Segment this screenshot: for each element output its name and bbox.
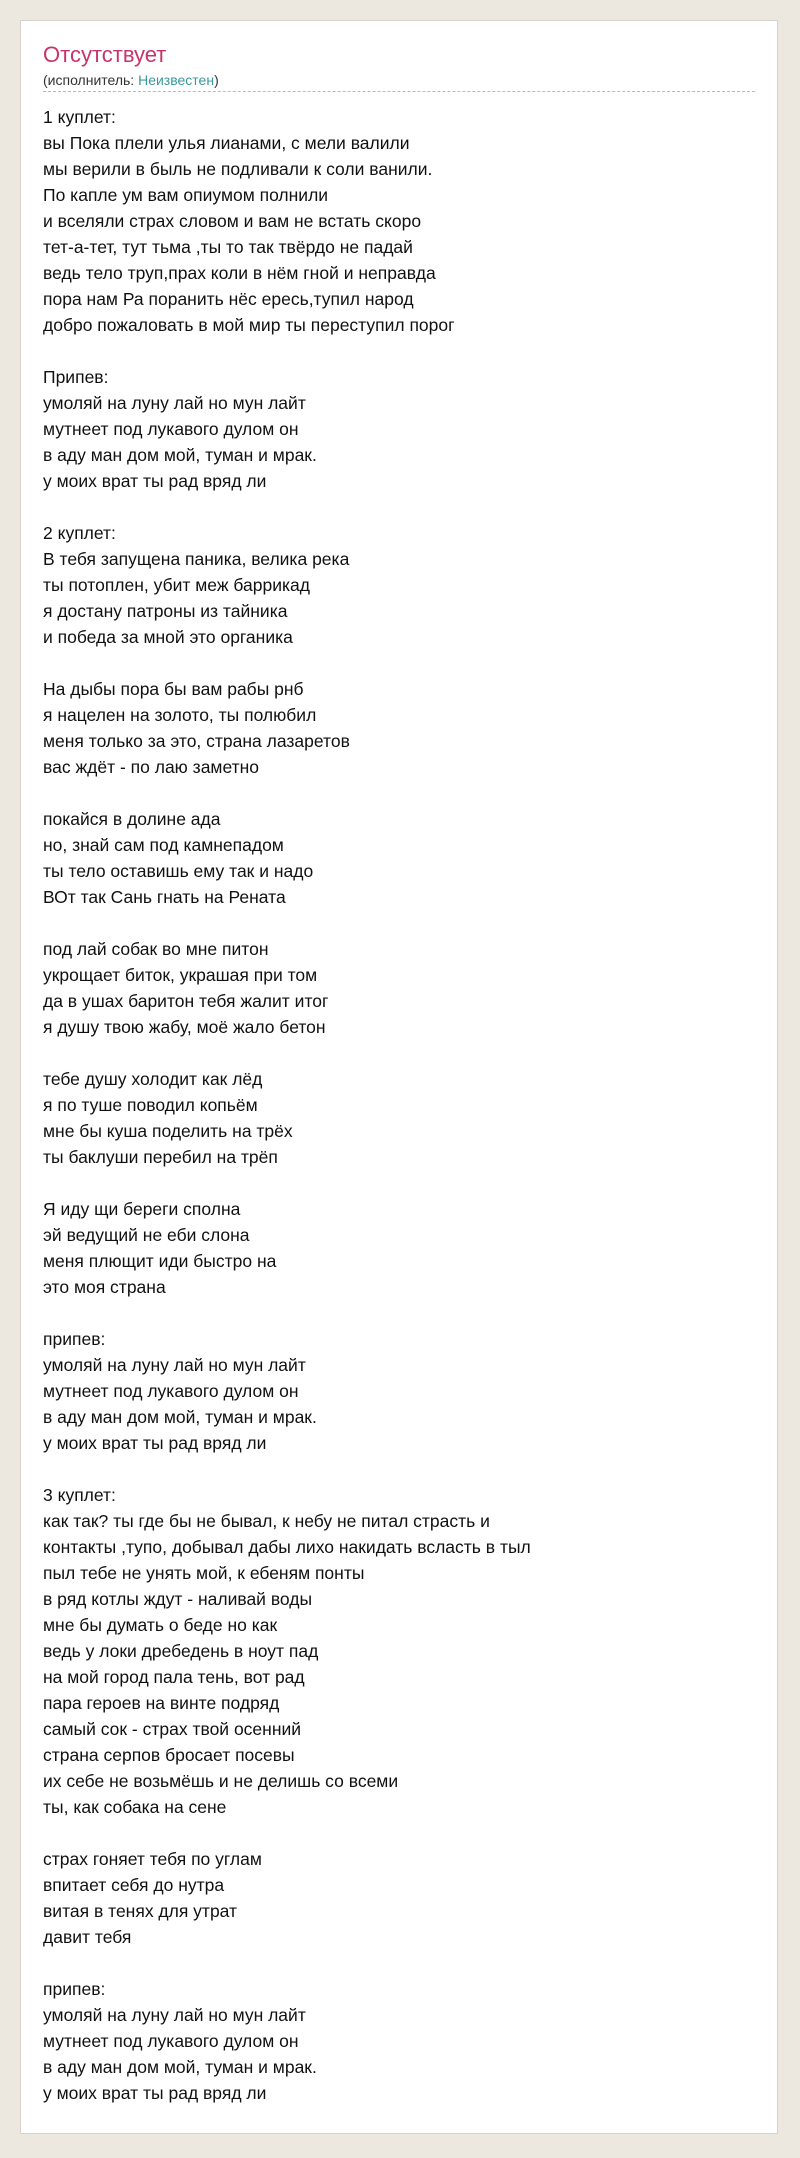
lyric-line: и победа за мной это органика	[43, 627, 293, 647]
lyrics-stanza	[43, 1066, 755, 1170]
lyric-line: мутнеет под лукавого дулом он	[43, 1381, 299, 1401]
lyrics-stanza	[43, 364, 755, 494]
lyric-line: у моих врат ты рад вряд ли	[43, 471, 267, 491]
lyric-line: Припев:	[43, 367, 109, 387]
lyric-line: самый сок - страх твой осенний	[43, 1719, 302, 1739]
lyric-line: эй ведущий не еби слона	[43, 1225, 250, 1245]
lyrics-stanza	[43, 1326, 755, 1456]
lyric-line: ты тело оставишь ему так и надо	[43, 861, 314, 881]
lyrics-stanza	[43, 1976, 755, 2106]
lyric-line: тебе душу холодит как лёд	[43, 1069, 263, 1089]
lyric-line: и вселяли страх словом и вам не встать скоро	[43, 211, 422, 231]
lyric-line: В тебя запущена паника, велика река	[43, 549, 350, 569]
lyric-line: ты баклуши перебил на трёп	[43, 1147, 278, 1167]
artist-line	[43, 71, 755, 92]
lyric-line: пора нам Ра поранить нёс ересь,тупил народ	[43, 289, 414, 309]
lyric-line: На дыбы пора бы вам рабы рнб	[43, 679, 304, 699]
lyric-line: пара героев на винте подряд	[43, 1693, 280, 1713]
lyric-line: ты, как собака на сене	[43, 1797, 227, 1817]
lyric-line: 3 куплет:	[43, 1485, 116, 1505]
lyric-line: умоляй на луну лай но мун лайт	[43, 1355, 306, 1375]
lyric-line: страна серпов бросает посевы	[43, 1745, 295, 1765]
lyric-line: умоляй на луну лай но мун лайт	[43, 2005, 306, 2025]
song-title: Отсутствует	[43, 42, 167, 67]
lyric-line: как так? ты где бы не бывал, к небу не питал страсть и	[43, 1511, 490, 1531]
lyric-line: ВОт так Сань гнать на Рената	[43, 887, 286, 907]
lyric-line: пыл тебе не унять мой, к ебеням понты	[43, 1563, 365, 1583]
lyric-line: вы Пока плели улья лианами, с мели валили	[43, 133, 410, 153]
lyric-line: давит тебя	[43, 1927, 132, 1947]
lyric-line: у моих врат ты рад вряд ли	[43, 2083, 267, 2103]
lyric-line: покайся в долине ада	[43, 809, 221, 829]
lyric-line: мутнеет под лукавого дулом он	[43, 419, 299, 439]
lyrics-stanza	[43, 936, 755, 1040]
lyric-line: в аду ман дом мой, туман и мрак.	[43, 2057, 317, 2077]
lyric-line: умоляй на луну лай но мун лайт	[43, 393, 306, 413]
lyrics-stanza	[43, 1482, 755, 1820]
lyric-line: у моих врат ты рад вряд ли	[43, 1433, 267, 1453]
lyrics-stanza	[43, 1846, 755, 1950]
lyrics-stanza	[43, 676, 755, 780]
lyric-line: я душу твою жабу, моё жало бетон	[43, 1017, 326, 1037]
lyric-line: но, знай сам под камнепадом	[43, 835, 284, 855]
lyric-line: ты потоплен, убит меж баррикад	[43, 575, 310, 595]
lyric-line: Я иду щи береги сполна	[43, 1199, 241, 1219]
lyrics-text	[43, 104, 755, 2106]
lyrics-stanza	[43, 104, 755, 338]
lyric-line: мне бы думать о беде но как	[43, 1615, 278, 1635]
lyric-line: тет-а-тет, тут тьма ,ты то так твёрдо не падай	[43, 237, 413, 257]
lyric-line: я нацелен на золото, ты полюбил	[43, 705, 317, 725]
lyric-line: ведь тело труп,прах коли в нём гной и неправда	[43, 263, 436, 283]
lyric-line: в ряд котлы ждут - наливай воды	[43, 1589, 313, 1609]
lyric-line: я по туше поводил копьём	[43, 1095, 258, 1115]
lyric-line: мутнеет под лукавого дулом он	[43, 2031, 299, 2051]
lyric-line: витая в тенях для утрат	[43, 1901, 238, 1921]
lyric-line: в аду ман дом мой, туман и мрак.	[43, 1407, 317, 1427]
lyric-line: под лай собак во мне питон	[43, 939, 269, 959]
lyric-line: да в ушах баритон тебя жалит итог	[43, 991, 329, 1011]
lyric-line: укрощает биток, украшая при том	[43, 965, 318, 985]
lyric-line: ведь у локи дребедень в ноут пад	[43, 1641, 319, 1661]
lyrics-stanza	[43, 1196, 755, 1300]
lyric-line: впитает себя до нутра	[43, 1875, 225, 1895]
lyric-line: добро пожаловать в мой мир ты переступил порог	[43, 315, 455, 335]
lyrics-card	[20, 20, 778, 2134]
lyric-line: меня плющит иди быстро на	[43, 1251, 277, 1271]
lyric-line: это моя страна	[43, 1277, 166, 1297]
artist-prefix: (исполнитель:	[43, 72, 139, 88]
lyric-line: я достану патроны из тайника	[43, 601, 288, 621]
lyric-line: контакты ,тупо, добывал дабы лихо накидать всласть в тыл	[43, 1537, 531, 1557]
lyric-line: меня только за это, страна лазаретов	[43, 731, 350, 751]
artist-link[interactable]: Неизвестен	[138, 72, 215, 88]
lyric-line: их себе не возьмёшь и не делишь со всеми	[43, 1771, 399, 1791]
lyrics-stanza	[43, 806, 755, 910]
lyric-line: страх гоняет тебя по углам	[43, 1849, 262, 1869]
lyric-line: припев:	[43, 1329, 106, 1349]
lyric-line: на мой город пала тень, вот рад	[43, 1667, 305, 1687]
lyric-line: в аду ман дом мой, туман и мрак.	[43, 445, 317, 465]
lyric-line: 2 куплет:	[43, 523, 116, 543]
lyrics-stanza	[43, 520, 755, 650]
lyric-line: вас ждёт - по лаю заметно	[43, 757, 260, 777]
lyric-line: припев:	[43, 1979, 106, 1999]
lyric-line: мне бы куша поделить на трёх	[43, 1121, 293, 1141]
lyric-line: 1 куплет:	[43, 107, 116, 127]
artist-suffix: )	[214, 72, 219, 88]
lyric-line: По капле ум вам опиумом полнили	[43, 185, 329, 205]
lyric-line: мы верили в быль не подливали к соли ванили.	[43, 159, 433, 179]
